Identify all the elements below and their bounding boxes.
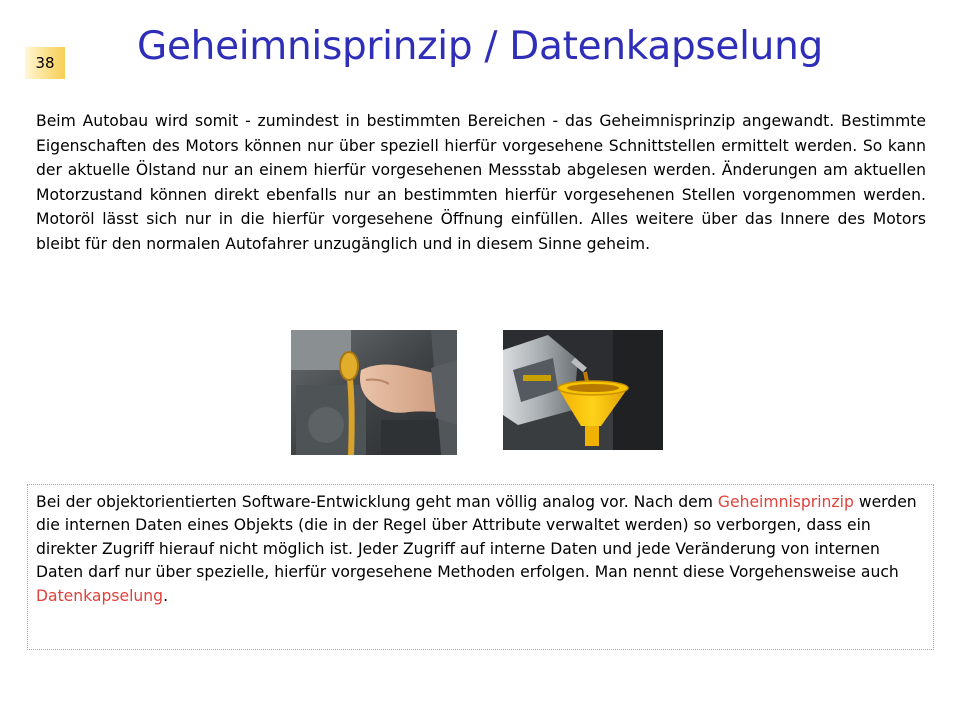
intro-paragraph: Beim Autobau wird somit - zumindest in bestimmten Bereichen - das Geheimnisprinzip angewandt. Bestimmte Eigenschaften des Motors können nur über speziell hierfür vorgesehene Schnittstellen ermittelt werden. So kann der aktuelle Ölstand nur an einem hierfür vorgesehenen Messstab abgelesen werden. Änderungen am aktuellen Motorzustand können direkt ebenfalls nur an bestimmten hierfür vorgesehenen Stellen vorgenommen werden. Motoröl lässt sich nur in die hierfür vorgesehene Öffnung einfüllen. Alles weitere über das Innere des Motors bleibt für den normalen Autofahrer unzugänglich und in diesem Sinne geheim. — [36, 112, 926, 253]
slide-number: 38 — [25, 47, 65, 79]
slide-title: Geheimnisprinzip / Datenkapselung — [137, 24, 823, 69]
term-datenkapselung: Datenkapselung — [36, 586, 164, 605]
box-text-part2: werden die internen Daten eines Objekts (die in der Regel über Attribute verwaltet werden) so verborgen, dass ein direkter Zugriff hierauf nicht möglich ist. Jeder Zugriff auf interne Daten und jede Veränderung von internen Daten darf nur über spezielle, hierfür vorgesehene Methoden erfolgen. Man nennt diese Vorgehensweise auch — [36, 493, 917, 582]
oop-explanation-box — [27, 484, 934, 650]
box-text-part3: . — [163, 586, 169, 605]
oil-dipstick-photo — [291, 330, 457, 455]
term-geheimnisprinzip: Geheimnisprinzip — [717, 493, 854, 511]
oop-explanation-text — [36, 491, 925, 608]
box-text-part1: Bei der objektorientierten Software-Entwicklung geht man völlig analog vor. Nach dem — [36, 493, 718, 511]
oil-filling-funnel-photo — [503, 330, 663, 450]
